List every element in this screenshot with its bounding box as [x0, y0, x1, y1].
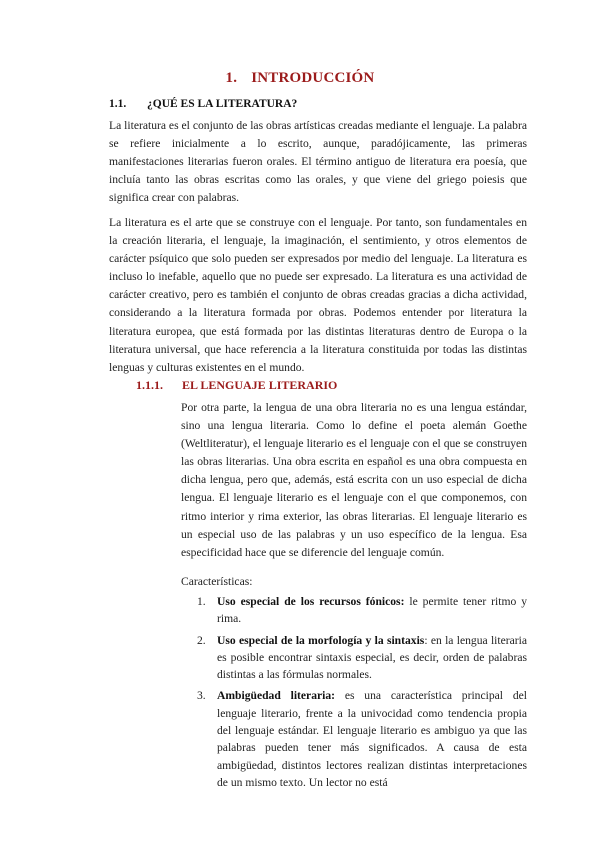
heading-number: 1. — [225, 70, 238, 86]
list-item — [197, 593, 528, 628]
subsection-title: EL LENGUAJE LITERARIO — [182, 378, 338, 392]
list-item-bold-label: Ambigüedad literaria: — [217, 689, 336, 703]
subsection-number: 1.1.1. — [136, 378, 163, 392]
list-item-text: le permite tener ritmo y rima. — [217, 595, 528, 626]
list-item-bold-label: Uso especial de la morfología y la sintaxis — [217, 633, 425, 647]
paragraph-definition: La literatura es el conjunto de las obras artísticas creadas mediante el lenguaje. La palabra se refiere inicialmente a lo escrito, aunque, paradójicamente, las primeras manifestaciones literarias fueron orales. El término antiguo de literatura era poesía, que incluía tanto las obras escritas como las orales, y que viene del griego poiesis que significa crear con palabras. — [109, 119, 527, 205]
list-item-number: 1. — [197, 595, 206, 608]
characteristics-list — [197, 593, 528, 795]
list-item-text: es una característica principal del lenguaje literario, frente a la univocidad como tendencia propia del lenguaje estándar. El lenguaje literario es ambiguo ya que las palabras pueden tener más significados. A causa de esta ambigüedad, distintos lectores realizan distintas interpretaciones de un mismo texto. Un lector no está — [217, 689, 527, 789]
list-item-bold-label: Uso especial de los recursos fónicos: — [217, 595, 405, 608]
section-number: 1.1. — [109, 98, 127, 110]
list-item-text: : en la lengua literaria es posible encontrar sintaxis especial, es decir, orden de palabras distintas a las fórmulas normales. — [217, 633, 527, 682]
subsection-heading-lenguaje-literario — [136, 378, 337, 393]
list-item-number: 3. — [197, 689, 206, 703]
paragraph-lenguaje-literario: Por otra parte, la lengua de una obra literaria no es una lengua estándar, sino una lengua literaria. Como lo define el poeta alemán Goethe (Weltliteratur), el lenguaje literario es el lenguaje con el que se construyen las obras literarias. Una obra escrita en español es una obra compuesta en dicha lengua, pero que, además, está escrita con un uso especial de dicha lengua. El lenguaje literario es el lenguaje con el que componemos, con ritmo interior y rima exterior, las obras literarias. El lenguaje literario es un especial uso de las palabras y un uso específico de la lengua. Esa especificidad hace que se diferencie del lenguaje común. — [181, 401, 527, 559]
characteristics-label: Características: — [181, 575, 253, 588]
heading-introduccion — [0, 70, 600, 87]
list-item-number: 2. — [197, 633, 206, 647]
paragraph-arte-lenguaje: La literatura es el arte que se construye con el lenguaje. Por tanto, son fundamentales en la creación literaria, el lenguaje, la imaginación, el sentimiento, y otros elementos de carácter psíquico que solo pueden ser expresados por medio del lenguaje. La literatura es incluso lo inefable, aquello que no puede ser expresado. La literatura es una actividad de carácter creativo, pero es también el conjunto de obras creadas gracias a dicha actividad, considerando a la literatura formada por obras. Podemos entender por literatura la literatura europea, que está formada por las distintas literaturas dentro de Europa o la literatura universal, que hace referencia a la literatura constituida por todas las distintas lenguas y culturas existentes en el mundo. — [109, 216, 527, 374]
list-item — [197, 632, 527, 684]
section-title: ¿QUÉ ES LA LITERATURA? — [147, 98, 298, 110]
section-heading-que-es-literatura — [109, 98, 297, 110]
heading-title: INTRODUCCIÓN — [251, 70, 375, 86]
list-item — [197, 687, 527, 791]
